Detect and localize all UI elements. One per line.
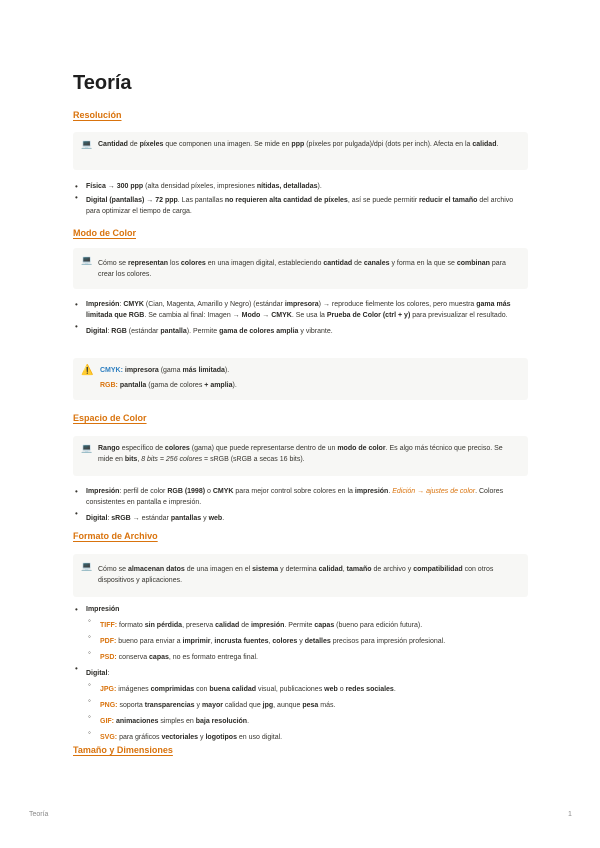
list-item: • Digital: RGB (estándar pantalla). Permite gama de colores amplia y vibrante. xyxy=(73,321,528,337)
list-item: ◦ JPG: imágenes comprimidas con buena calidad visual, publicaciones web o redes sociales. xyxy=(73,679,528,695)
callout-modo-color xyxy=(73,248,528,289)
heading-formato-archivo[interactable]: Formato de Archivo xyxy=(73,531,158,541)
heading-modo-color[interactable]: Modo de Color xyxy=(73,228,136,238)
callout-text: Cantidad de píxeles que componen una imagen. Se mide en ppp (píxeles por pulgada)/dpi (dots per inch). Afecta en la calidad. xyxy=(98,141,499,148)
callout-warning xyxy=(73,358,528,400)
callout-text: RGB: pantalla (gama de colores + amplia). xyxy=(100,382,237,389)
computer-icon: 💻 xyxy=(81,561,93,571)
callout-text: Rango específico de colores (gama) que puede representarse dentro de un modo de color. Es algo más técnico que preciso. Se mide en bits, 8 bits = 256 colores = sRGB (sRGB a secas 16 bits). xyxy=(98,445,503,463)
callout-resolucion xyxy=(73,132,528,170)
list-item: • Digital: ◦ JPG: imágenes comprimidas con buena calidad visual, publicaciones web o redes sociales. ◦ PNG: soporta transparencias y mayor calidad que jpg, aunque pesa más. ◦ GIF: animaciones simples en baja resolución. ◦ SVG: para gráficos vectoriales y logotipos en uso digital. xyxy=(73,663,528,743)
warning-icon: ⚠️ xyxy=(81,365,94,376)
callout-text: Cómo se almacenan datos de una imagen en el sistema y determina calidad, tamaño de archivo y compatibilidad con otros dispositivos y aplicaciones. xyxy=(98,566,494,584)
list-item: ◦ PSD: conserva capas, no es formato entrega final. xyxy=(73,647,528,663)
list-resolucion xyxy=(73,181,528,217)
list-item: ◦ PDF: bueno para enviar a imprimir, incrusta fuentes, colores y detalles precisos para impresión profesional. xyxy=(73,631,528,647)
heading-resolucion[interactable]: Resolución xyxy=(73,110,122,120)
heading-tamano-dimensiones[interactable]: Tamaño y Dimensiones xyxy=(73,745,173,755)
sublist-impresion xyxy=(73,615,528,663)
callout-text: Cómo se representan los colores en una imagen digital, estableciendo cantidad de canales y forma en la que se combinan para crear los colores. xyxy=(98,260,506,278)
list-item: • Digital (pantallas) → 72 ppp. Las pantallas no requieren alta cantidad de píxeles, así se puede permitir reducir el tamaño del archivo para optimizar el tiempo de carga. xyxy=(73,192,528,217)
list-item: • Impresión: CMYK (Cian, Magenta, Amarillo y Negro) (estándar impresora) → reproduce fielmente los colores, pero muestra gama más limitada que RGB. Se cambia al final: Imagen → Modo → CMYK. Se usa la Prueba de Color (ctrl + y) para previsualizar el resultado. xyxy=(73,299,528,321)
list-formato-archivo xyxy=(73,604,528,743)
page-title: Teoría xyxy=(73,72,132,94)
list-item: ◦ SVG: para gráficos vectoriales y logotipos en uso digital. xyxy=(73,727,528,743)
computer-icon: 💻 xyxy=(81,255,93,265)
list-item: • Física → 300 ppp (alta densidad píxeles, impresiones nítidas, detalladas). xyxy=(73,181,528,192)
list-item: ◦ PNG: soporta transparencias y mayor calidad que jpg, aunque pesa más. xyxy=(73,695,528,711)
list-item: • Impresión ◦ TIFF: formato sin pérdida, preserva calidad de impresión. Permite capas (bueno para edición futura). ◦ PDF: bueno para enviar a imprimir, incrusta fuentes, colores y detalles precisos para impresión profesional. ◦ PSD: conserva capas, no es formato entrega final. xyxy=(73,604,528,663)
list-modo-color xyxy=(73,299,528,337)
footer-title: Teoría xyxy=(29,811,49,818)
callout-espacio-color xyxy=(73,436,528,476)
sublist-digital xyxy=(73,679,528,743)
computer-icon: 💻 xyxy=(81,443,93,453)
list-item: ◦ GIF: animaciones simples en baja resolución. xyxy=(73,711,528,727)
page-number: 1 xyxy=(568,811,572,818)
list-item: ◦ TIFF: formato sin pérdida, preserva calidad de impresión. Permite capas (bueno para edición futura). xyxy=(73,615,528,631)
list-item: • Digital: sRGB → estándar pantallas y web. xyxy=(73,508,528,524)
heading-espacio-color[interactable]: Espacio de Color xyxy=(73,413,147,423)
callout-text: CMYK: impresora (gama más limitada). xyxy=(100,367,230,374)
callout-formato-archivo xyxy=(73,554,528,597)
list-item: • Impresión: perfil de color RGB (1998) o CMYK para mejor control sobre colores en la impresión. Edición → ajustes de color. Colores consistentes en pantalla e impresión. xyxy=(73,486,528,508)
list-espacio-color xyxy=(73,486,528,524)
computer-icon: 💻 xyxy=(81,139,93,149)
